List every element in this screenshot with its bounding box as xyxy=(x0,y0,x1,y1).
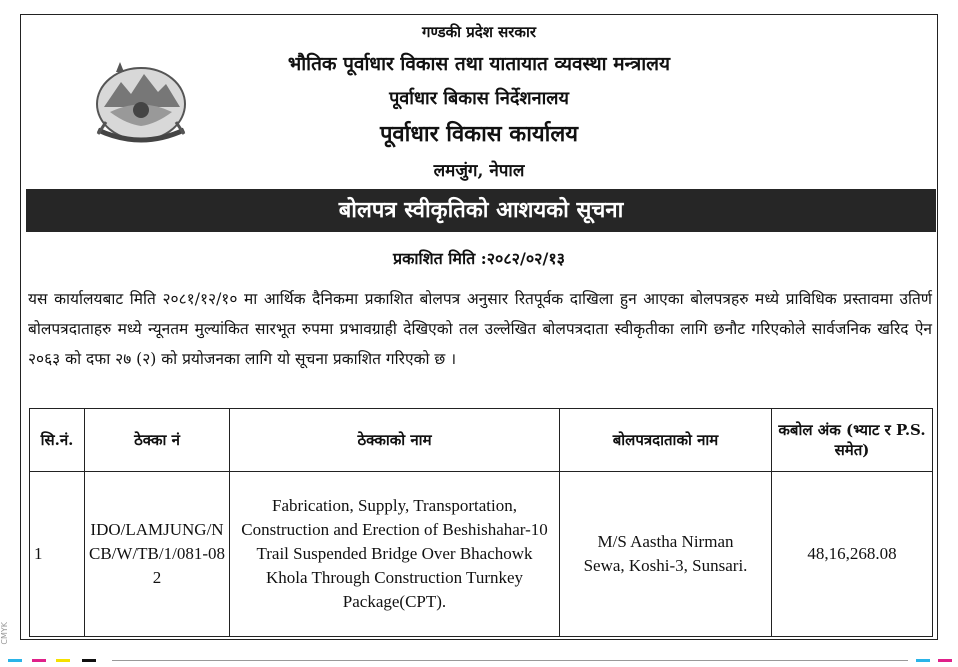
color-registration-marks xyxy=(0,654,958,667)
col-header-sn: सि.नं. xyxy=(30,409,85,472)
col-header-amount: कबोल अंक (भ्याट र P.S. समेत) xyxy=(772,409,933,472)
cmyk-margin-mark: CMYK xyxy=(0,622,9,645)
notice-body-text: यस कार्यालयबाट मिति २०८१/१२/१० मा आर्थिक दैनिकमा प्रकाशित बोलपत्र अनुसार रितपूर्वक दाखिला हुन आएका बोलपत्रहरु मध्ये प्राविधिक प्रस्तावमा उतिर्ण बोलपत्रदाताहरु मध्ये न्यूनतम मुल्यांकित सारभूत रुपमा प्रभावग्राही देखिएको तल उल्लेखित बोलपत्रदाता स्वीकृतीका लागि छनौट गरिएकोले सार्वजनिक खरिद ऐन २०६३ को दफा २७ (२) को प्रयोजनका लागि यो सूचना प्रकाशित गरिएको छ । xyxy=(28,290,932,368)
office-heading: पूर्वाधार विकास कार्यालय xyxy=(379,121,579,147)
cell-bidder: M/S Aastha Nirman Sewa, Koshi-3, Sunsari. xyxy=(560,472,772,637)
cell-sn: 1 xyxy=(30,472,85,637)
table-header-row xyxy=(30,409,933,472)
col-header-contract-name: ठेक्काको नाम xyxy=(230,409,560,472)
notice-title-banner: बोलपत्र स्वीकृतिको आशयको सूचना xyxy=(26,189,936,232)
location-heading: लमजुंग, नेपाल xyxy=(433,161,525,181)
province-government-heading: गण्डकी प्रदेश सरकार xyxy=(422,23,536,41)
published-date: प्रकाशित मिति :२०८२/०२/१३ xyxy=(393,249,565,268)
col-header-bidder: बोलपत्रदाताको नाम xyxy=(560,409,772,472)
cell-contract-no: IDO/LAMJUNG/NCB/W/TB/1/081-082 xyxy=(85,472,230,637)
bid-acceptance-table xyxy=(29,408,933,637)
cell-contract-name: Fabrication, Supply, Transportation, Construction and Erection of Beshishahar-10 Trail Suspended Bridge Over Bhachowk Khola Through Construction Turnkey Package(CPT). xyxy=(230,472,560,637)
cell-amount: 48,16,268.08 xyxy=(772,472,933,637)
ministry-heading: भौतिक पूर्वाधार विकास तथा यातायात व्यवस्था मन्त्रालय xyxy=(287,53,671,75)
table-row xyxy=(30,472,933,637)
directorate-heading: पूर्वाधार बिकास निर्देशनालय xyxy=(389,88,569,109)
col-header-contract-no: ठेक्का नं xyxy=(85,409,230,472)
